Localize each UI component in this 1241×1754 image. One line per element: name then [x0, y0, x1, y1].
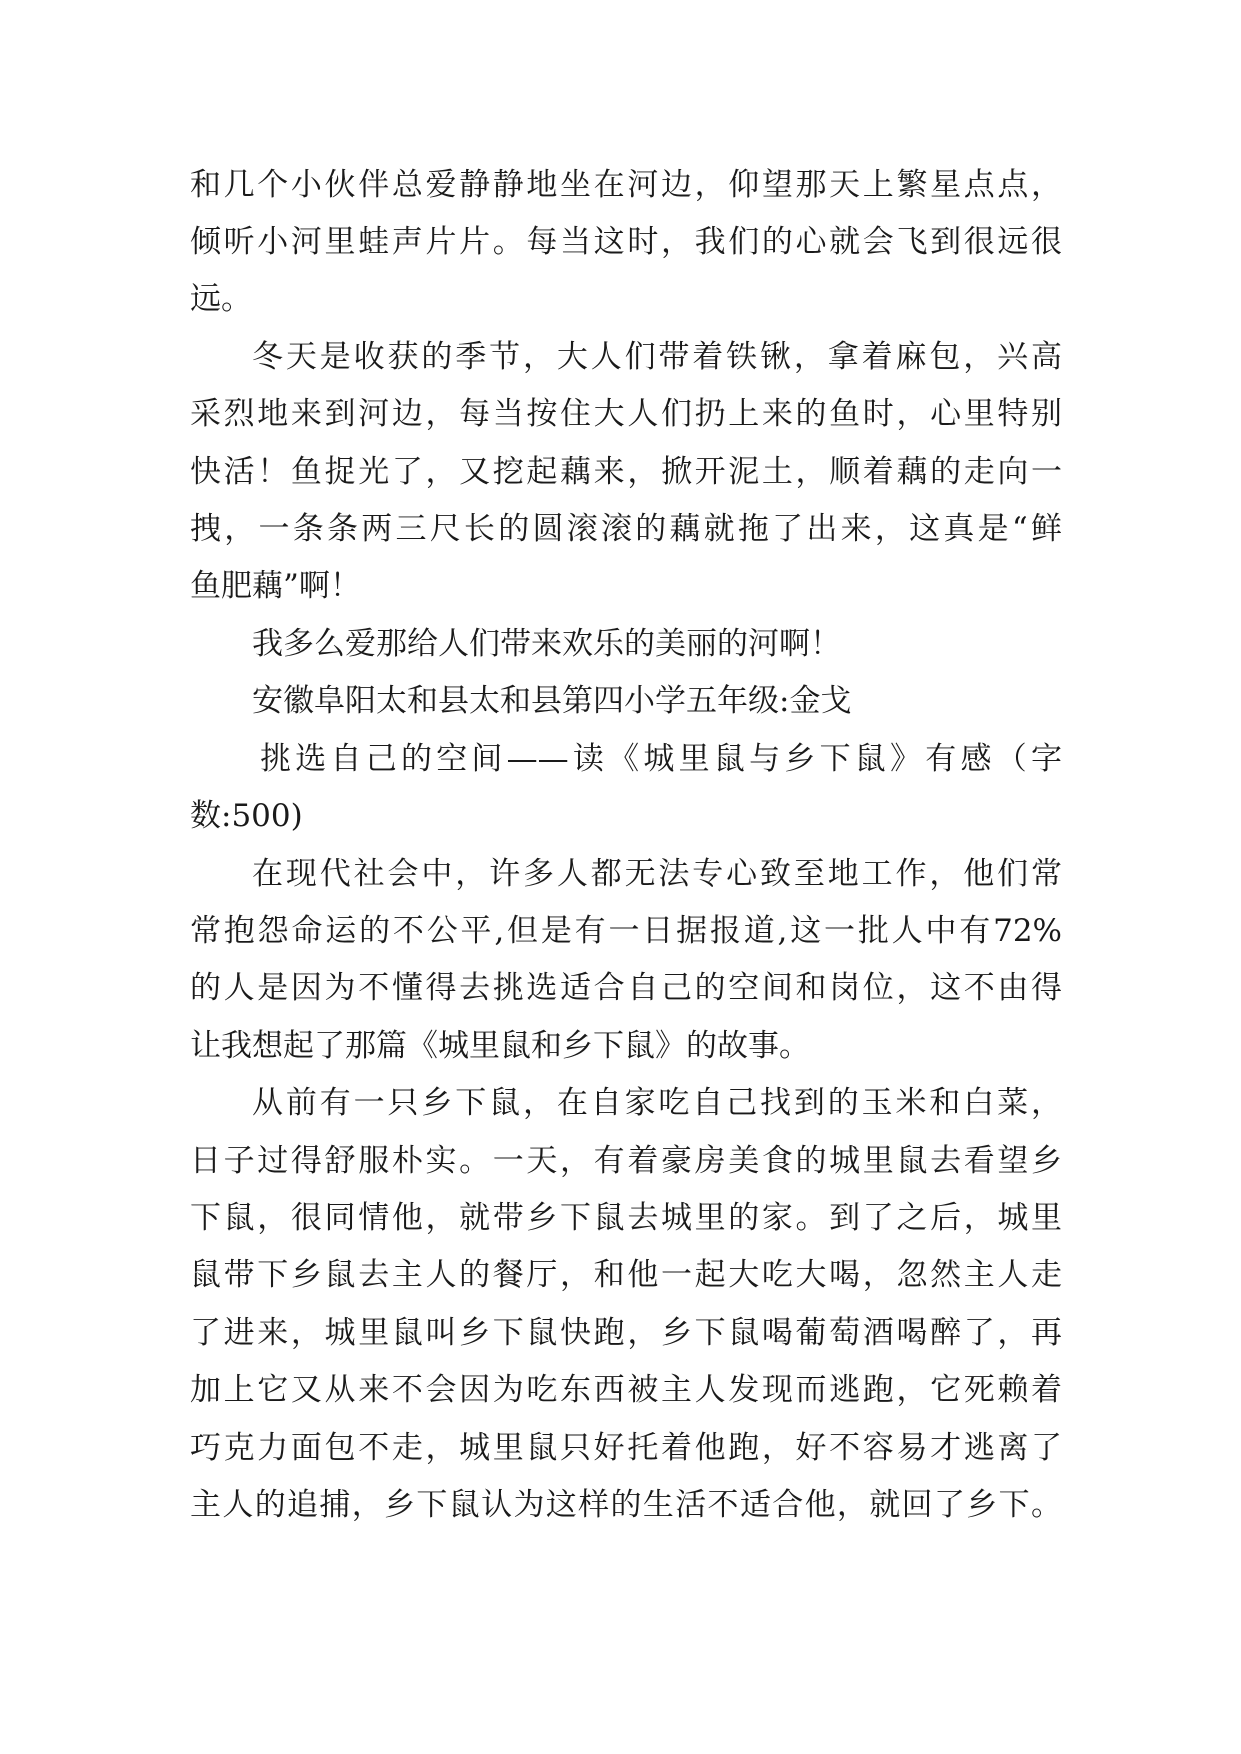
- text-line: 了进来，城里鼠叫乡下鼠快跑，乡下鼠喝葡萄酒喝醉了，再: [190, 1315, 1062, 1351]
- text-line: 巧克力面包不走，城里鼠只好托着他跑，好不容易才逃离了: [190, 1430, 1062, 1466]
- text-line: 快活！鱼捉光了，又挖起藕来，掀开泥土，顺着藕的走向一: [190, 454, 1062, 490]
- text-line: 在现代社会中，许多人都无法专心致至地工作，他们常: [252, 856, 1062, 892]
- text-line: 采烈地来到河边，每当按住大人们扔上来的鱼时，心里特别: [190, 396, 1062, 432]
- text-line: 常抱怨命运的不公平,但是有一日据报道,这一批人中有72%: [190, 913, 1062, 949]
- article-title: 挑选自己的空间——读《城里鼠与乡下鼠》有感（字: [260, 741, 1062, 777]
- text-line: 加上它又从来不会因为吃东西被主人发现而逃跑，它死赖着: [190, 1372, 1062, 1408]
- article-title-cont: 数:500): [190, 798, 303, 834]
- text-line: 从前有一只乡下鼠，在自家吃自己找到的玉米和白菜，: [252, 1085, 1062, 1121]
- text-line: 鼠带下乡鼠去主人的餐厅，和他一起大吃大喝，忽然主人走: [190, 1257, 1062, 1293]
- text-line: 主人的追捕，乡下鼠认为这样的生活不适合他，就回了乡下。: [190, 1487, 1062, 1523]
- text-line: 我多么爱那给人们带来欢乐的美丽的河啊！: [252, 626, 841, 662]
- author-line: 安徽阜阳太和县太和县第四小学五年级:金戈: [252, 683, 852, 719]
- text-line: 拽，一条条两三尺长的圆滚滚的藕就拖了出来，这真是“鲜: [190, 511, 1062, 547]
- text-line: 倾听小河里蛙声片片。每当这时，我们的心就会飞到很远很: [190, 224, 1062, 260]
- text-line: 和几个小伙伴总爱静静地坐在河边，仰望那天上繁星点点，: [190, 167, 1062, 203]
- text-line: 日子过得舒服朴实。一天，有着豪房美食的城里鼠去看望乡: [190, 1143, 1062, 1179]
- text-line: 鱼肥藕”啊！: [190, 568, 361, 604]
- text-line: 远。: [190, 281, 252, 317]
- text-line: 下鼠，很同情他，就带乡下鼠去城里的家。到了之后，城里: [190, 1200, 1062, 1236]
- text-line: 让我想起了那篇《城里鼠和乡下鼠》的故事。: [190, 1028, 810, 1064]
- text-line: 的人是因为不懂得去挑选适合自己的空间和岗位，这不由得: [190, 970, 1062, 1006]
- text-line: 冬天是收获的季节，大人们带着铁锹，拿着麻包，兴高: [252, 339, 1062, 375]
